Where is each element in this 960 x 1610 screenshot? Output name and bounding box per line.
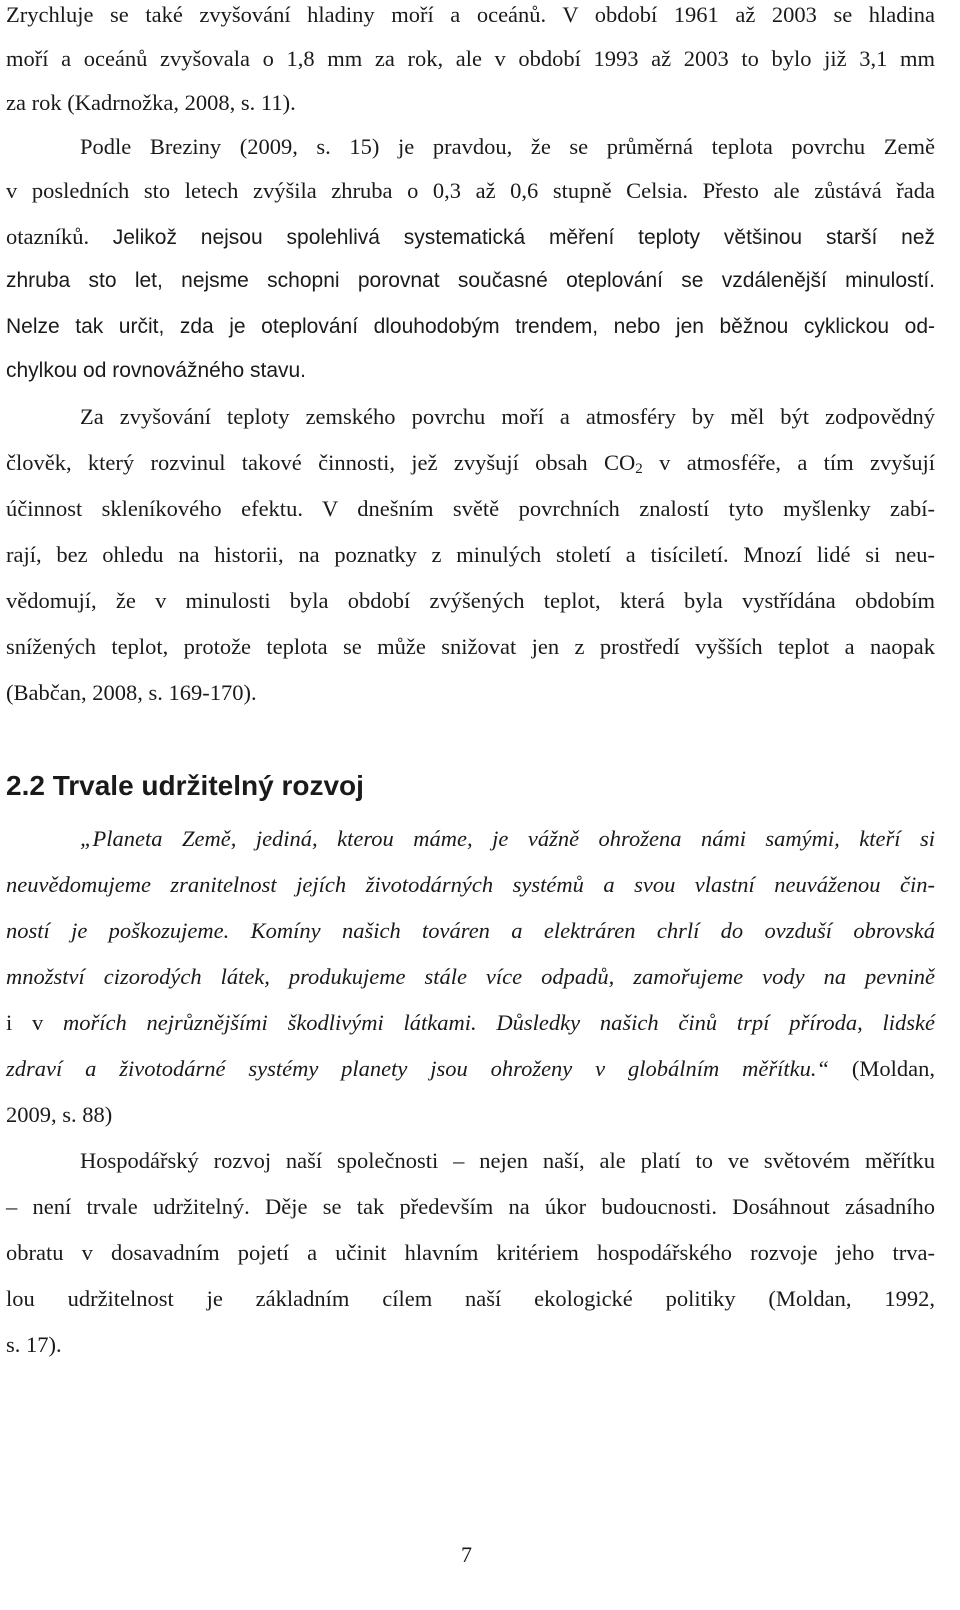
quote-line-6 [6, 1054, 935, 1084]
paragraph-2-line-4: zhruba sto let, nejsme schopni porovnat současné oteplování se vzdálenější minulostí. [6, 269, 935, 292]
paragraph-4-line-4: lou udržitelnost je základním cílem naší ekologické politiky (Moldan, 1992, [6, 1286, 935, 1311]
paragraph-4-line-5: s. 17). [6, 1332, 62, 1357]
page-number: 7 [461, 1542, 472, 1567]
quote-line-3: ností je poškozujeme. Komíny našich továren a elektráren chrlí do ovzduší obrovská [6, 918, 935, 943]
paragraph-3-line-2 [6, 448, 935, 478]
paragraph-4-line-1: Hospodářský rozvoj naší společnosti – nejen naší, ale platí to ve světovém měřítku [80, 1148, 935, 1173]
quote-line-6-italic: zdraví a životodárné systémy planety jsou ohroženy v globálním měřítku.“ [6, 1056, 830, 1081]
paragraph-3-line-6: snížených teplot, protože teplota se může snižovat jen z prostředí vyšších teplot a naopak [6, 634, 935, 659]
paragraph-3-line-3: účinnost skleníkového efektu. V dnešním světě povrchních znalostí tyto myšlenky zabí- [6, 496, 935, 521]
paragraph-2-line-3 [6, 222, 935, 253]
paragraph-3-line-7: (Babčan, 2008, s. 169-170). [6, 680, 257, 705]
co2-subscript: 2 [635, 461, 643, 477]
quote-line-5-italic: mořích nejrůznějšími škodlivými látkami. Důsledky našich činů trpí příroda, lidské [63, 1010, 935, 1035]
quote-line-1: „Planeta Země, jediná, kterou máme, je vážně ohrožena námi samými, kteří si [80, 826, 935, 851]
quote-line-4: množství cizorodých látek, produkujeme stále více odpadů, zamořujeme vody na pevnině [6, 964, 935, 989]
paragraph-2-line-2: v posledních sto letech zvýšila zhruba o 0,3 až 0,6 stupně Celsia. Přesto ale zůstává řada [6, 178, 935, 203]
paragraph-3-line-5: vědomují, že v minulosti byla období zvýšených teplot, která byla vystřídána obdobím [6, 588, 935, 613]
paragraph-2-line-5: Nelze tak určit, zda je oteplování dlouhodobým trendem, nebo jen běžnou cyklickou od- [6, 315, 935, 338]
paragraph-1-line-2: moří a oceánů zvyšovala o 1,8 mm za rok, ale v období 1993 až 2003 to bylo již 3,1 mm [6, 46, 935, 71]
quote-line-6-upright: (Moldan, [851, 1056, 936, 1081]
paragraph-2-line-3-serif: otazníků. [6, 224, 90, 249]
paragraph-4-line-3: obratu v dosavadním pojetí a učinit hlavním kritériem hospodářského rozvoje jeho trva- [6, 1240, 935, 1265]
paragraph-3-line-2-after: v atmosféře, a tím zvyšují [659, 450, 935, 475]
paragraph-1-line-1: Zrychluje se také zvyšování hladiny moří a oceánů. V období 1961 až 2003 se hladina [6, 2, 935, 27]
paragraph-3-line-2-before: člověk, který rozvinul takové činnosti, jež zvyšují obsah CO [6, 450, 636, 475]
section-heading: 2.2 Trvale udržitelný rozvoj [6, 770, 364, 801]
quote-line-2: neuvědomujeme zranitelnost jejích životodárných systémů a svou vlastní neuváženou čin- [6, 872, 935, 897]
quote-line-7: 2009, s. 88) [6, 1102, 113, 1127]
paragraph-1-line-3: za rok (Kadrnožka, 2008, s. 11). [6, 90, 296, 115]
paragraph-2-line-3-sans: Jelikož nejsou spolehlivá systematická měření teploty většinou starší než [112, 226, 935, 249]
quote-line-5-upright: i v [6, 1010, 44, 1035]
quote-line-5 [6, 1008, 935, 1038]
paragraph-2-line-6: chylkou od rovnovážného stavu. [6, 359, 307, 382]
paragraph-3-line-1: Za zvyšování teploty zemského povrchu moří a atmosféry by měl být zodpovědný [80, 404, 935, 429]
paragraph-2-line-1: Podle Breziny (2009, s. 15) je pravdou, že se průměrná teplota povrchu Země [80, 134, 935, 159]
paragraph-3-line-4: rají, bez ohledu na historii, na poznatky z minulých století a tisíciletí. Mnozí lidé si neu- [6, 542, 935, 567]
paragraph-4-line-2: – není trvale udržitelný. Děje se tak především na úkor budoucnosti. Dosáhnout zásadního [6, 1194, 935, 1219]
